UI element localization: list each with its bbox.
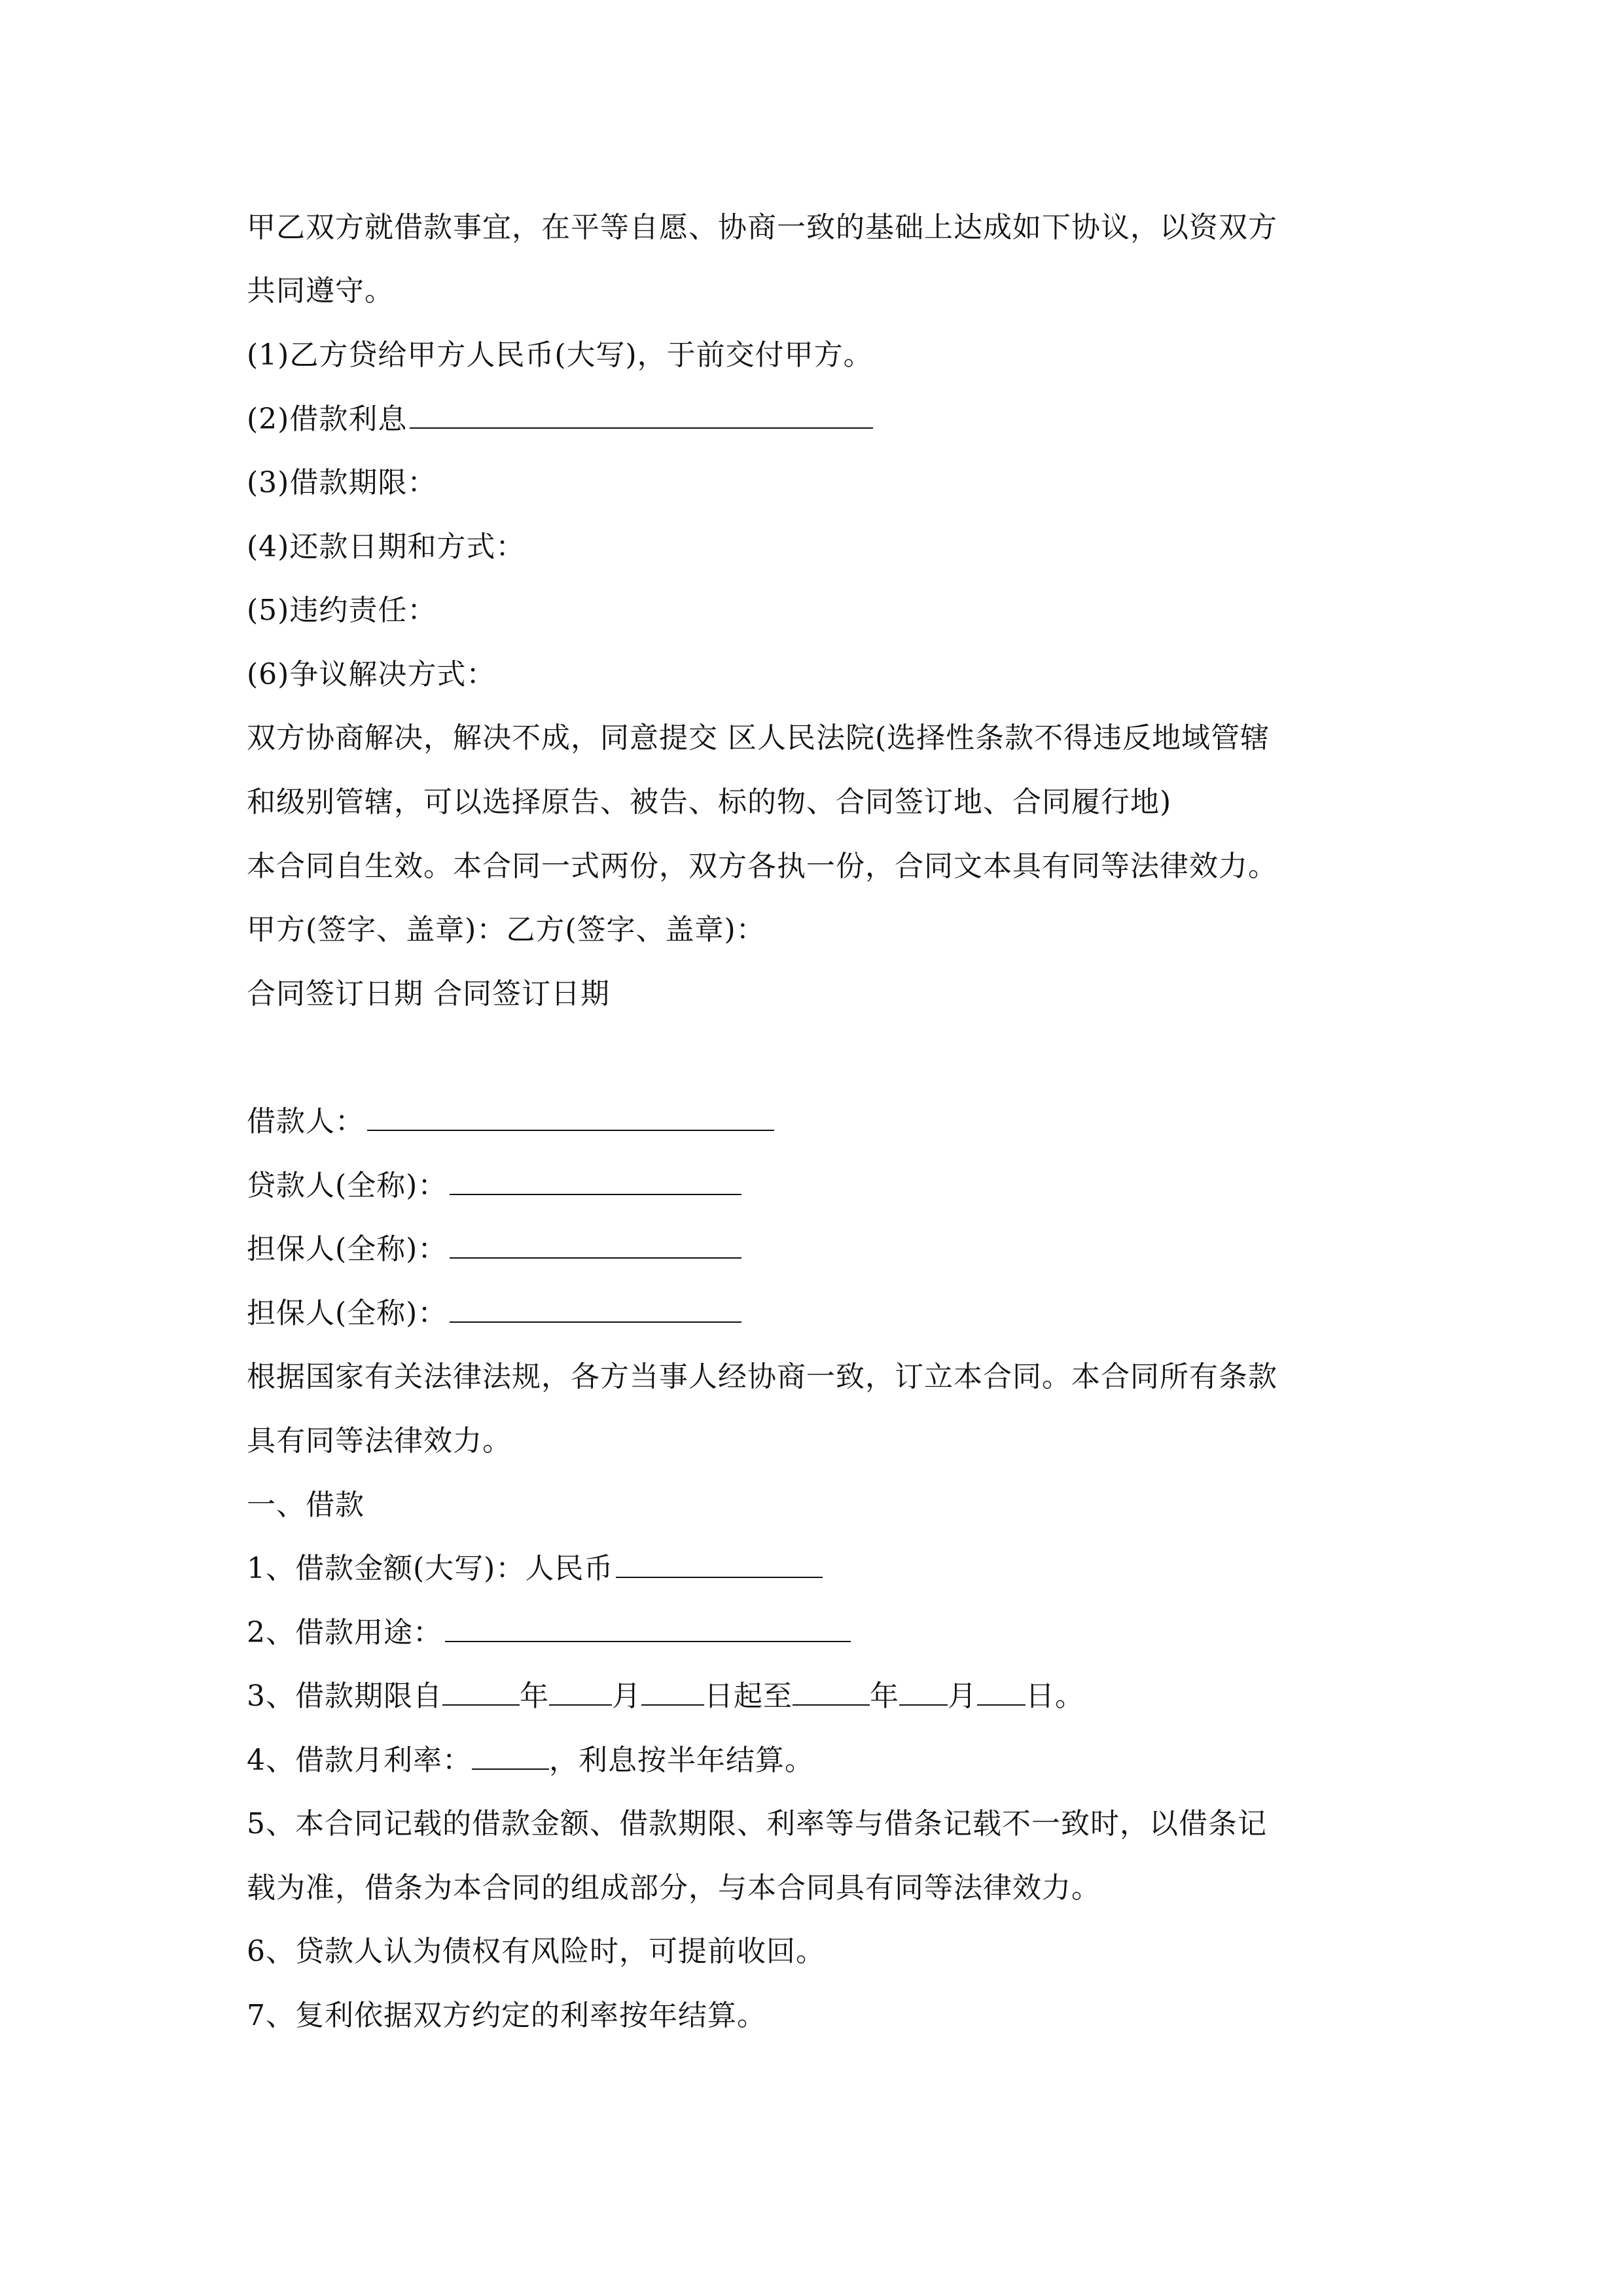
clause-6: (6)争议解决方式：	[247, 658, 496, 691]
end-year-blank[interactable]	[793, 1678, 870, 1706]
loan-term-row	[247, 1677, 1084, 1716]
loan-amount-blank[interactable]	[616, 1551, 823, 1578]
clause-5: (5)违约责任：	[247, 594, 437, 627]
interest-rate-blank[interactable]	[472, 1742, 549, 1770]
preamble-line-1: 根据国家有关法律法规，各方当事人经协商一致，订立本合同。本合同所有条款	[247, 1360, 1277, 1393]
loan-term-label: 3、借款期限自	[247, 1679, 442, 1713]
start-day-blank[interactable]	[641, 1678, 704, 1706]
start-year-blank[interactable]	[442, 1678, 520, 1706]
lender-blank[interactable]	[450, 1168, 741, 1195]
preamble-line-2: 具有同等法律效力。	[247, 1424, 512, 1458]
clause-2-label: (2)借款利息	[247, 403, 408, 436]
term-year-text-2: 年	[870, 1679, 899, 1713]
clause-4: (4)还款日期和方式：	[247, 530, 526, 564]
interest-rate-suffix: ，利息按半年结算。	[549, 1744, 814, 1777]
clause-1: (1)乙方贷给甲方人民币(大写)，于前交付甲方。	[247, 338, 873, 372]
loan-purpose-label: 2、借款用途：	[247, 1616, 442, 1649]
guarantor-label-1: 担保人(全称)：	[247, 1232, 448, 1266]
interest-rate-row	[247, 1741, 814, 1780]
dispute-line-1: 双方协商解决，解决不成，同意提交 区人民法院(选择性条款不得违反地域管辖	[247, 721, 1270, 755]
intro-line-2: 共同遵守。	[247, 274, 394, 308]
loan-amount-row	[247, 1549, 823, 1588]
interest-blank[interactable]	[410, 401, 873, 429]
borrower-label: 借款人：	[247, 1105, 365, 1138]
borrower-blank[interactable]	[367, 1103, 774, 1131]
borrower-row	[247, 1102, 774, 1141]
end-month-blank[interactable]	[899, 1678, 948, 1706]
section-heading: 一、借款	[247, 1488, 365, 1522]
loan-amount-label: 1、借款金额(大写)：人民币	[247, 1552, 614, 1585]
guarantor-label-2: 担保人(全称)：	[247, 1297, 448, 1330]
dispute-line-2: 和级别管辖，可以选择原告、被告、标的物、合同签订地、合同履行地)	[247, 785, 1172, 819]
term-year-text-1: 年	[520, 1679, 549, 1713]
signature-line: 甲方(签字、盖章)：乙方(签字、盖章)：	[247, 913, 766, 946]
term-day-text: 日。	[1026, 1679, 1084, 1713]
clause-3: (3)借款期限：	[247, 466, 437, 499]
guarantor-row-1	[247, 1230, 741, 1269]
early-recall-clause: 6、贷款人认为债权有风险时，可提前收回。	[247, 1935, 825, 1968]
interest-rate-label: 4、借款月利率：	[247, 1744, 472, 1777]
compound-interest-clause: 7、复利依据双方约定的利率按年结算。	[247, 1999, 766, 2032]
loan-purpose-blank[interactable]	[445, 1615, 851, 1642]
clause-5-line-1: 5、本合同记载的借款金额、借款期限、利率等与借条记载不一致时，以借条记	[247, 1807, 1267, 1840]
term-month-text-2: 月	[948, 1679, 977, 1713]
clause-2	[247, 400, 873, 439]
term-month-text-1: 月	[612, 1679, 641, 1713]
loan-purpose-row	[247, 1613, 851, 1653]
effect-line: 本合同自生效。本合同一式两份，双方各执一份，合同文本具有同等法律效力。	[247, 850, 1277, 883]
intro-line-1: 甲乙双方就借款事宜，在平等自愿、协商一致的基础上达成如下协议，以资双方	[247, 211, 1277, 244]
guarantor-blank-1[interactable]	[450, 1231, 741, 1259]
sign-date-line: 合同签订日期 合同签订日期	[247, 977, 610, 1011]
term-until-text: 日起至	[704, 1679, 793, 1713]
guarantor-blank-2[interactable]	[450, 1295, 741, 1323]
lender-row	[247, 1166, 741, 1206]
clause-5-line-2: 载为准，借条为本合同的组成部分，与本合同具有同等法律效力。	[247, 1871, 1101, 1905]
start-month-blank[interactable]	[549, 1678, 612, 1706]
guarantor-row-2	[247, 1294, 741, 1333]
end-day-blank[interactable]	[977, 1678, 1026, 1706]
lender-label: 贷款人(全称)：	[247, 1169, 448, 1202]
